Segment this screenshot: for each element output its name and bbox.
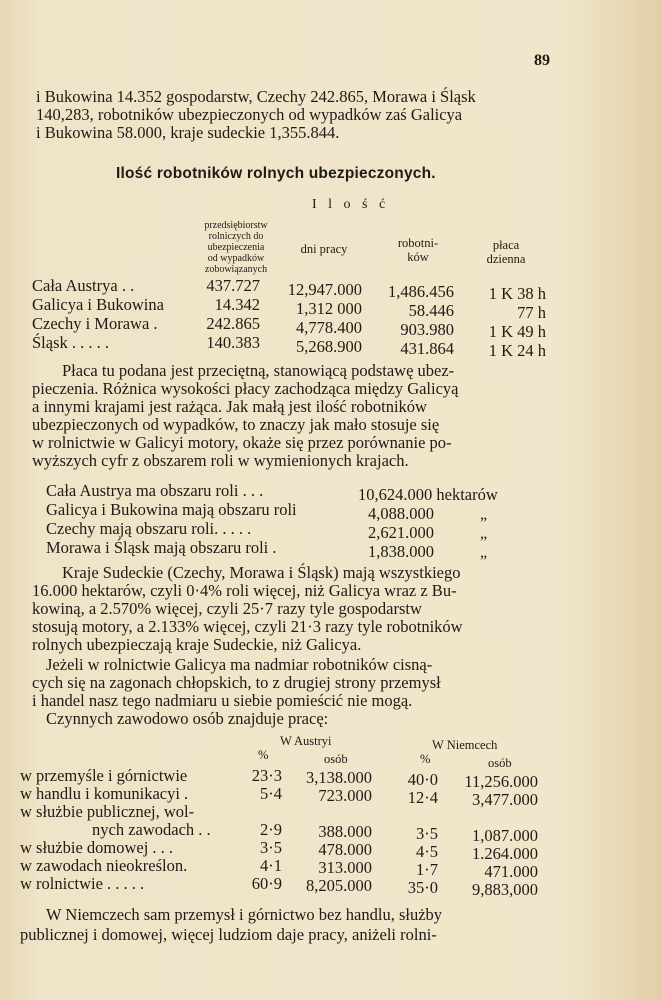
table2-cell: 3·5 <box>260 838 282 857</box>
area-label: Morawa i Śląsk mają obszaru roli . <box>46 538 277 557</box>
table2-cell: 60·9 <box>251 874 282 893</box>
table2-row-label: w służbie publicznej, wol- <box>20 802 195 821</box>
table2-cell: 1·7 <box>416 860 438 879</box>
table2-cell: 5·4 <box>260 784 282 803</box>
paragraph-line: kowiną, a 2.570% więcej, czyli 25·7 razy tyle gospodarstw <box>32 599 422 618</box>
table1-cell: 1 K 24 h <box>488 341 546 360</box>
col-header-robotnikow <box>384 236 452 264</box>
paragraph-line: pieczenia. Różnica wysokości płacy zachodząca między Galicyą <box>32 379 459 398</box>
table2-row-label: w służbie domowej . . . <box>20 838 174 857</box>
col-header-line: robotni- <box>397 236 439 250</box>
table2-cell: 8,205.000 <box>306 876 372 895</box>
table2-row-label: nych zawodach . . <box>92 820 211 839</box>
table2-row-label: w zawodach nieokreślon. <box>20 856 188 875</box>
col-header-line: ków <box>407 250 429 264</box>
paragraph-line: Kraje Sudeckie (Czechy, Morawa i Śląsk) mają wszystkiego <box>62 563 461 582</box>
paragraph-line: 16.000 hektarów, czyli 0·4% roli więcej, niż Galicya wraz z Bu- <box>32 581 457 600</box>
table1-cell: 5,268.900 <box>296 337 362 356</box>
area-label: Cała Austrya ma obszaru roli . . . <box>46 481 264 500</box>
intro-line: 140,283, robotników ubezpieczonych od wypadków zaś Galicya <box>36 105 463 124</box>
table2-cell: 12·4 <box>407 788 438 807</box>
table1-cell: 242.865 <box>206 314 260 333</box>
paragraph-line: i handel nasz tego nadmiaru u siebie pomieścić nie mogą. <box>32 691 413 710</box>
table2-cell: 313.000 <box>318 858 372 877</box>
table1-cell: 12,947.000 <box>287 280 362 299</box>
paragraph-line: Płaca tu podana jest przeciętną, stanowiącą podstawę ubez- <box>62 361 455 380</box>
table2-cell: 1,087.000 <box>472 826 538 845</box>
ditto-mark: „ <box>480 544 488 561</box>
col-header-dni-pracy: dni pracy <box>300 242 348 256</box>
area-value: 2,621.000 <box>368 523 434 542</box>
table1-title: Ilość robotników rolnych ubezpieczonych. <box>116 165 436 182</box>
table1-cell: 1,486.456 <box>388 282 454 301</box>
table2-pct-label: % <box>420 752 431 766</box>
table2-row-label: w rolnictwie . . . . . <box>20 874 145 893</box>
table2-header-austria: W Austryi <box>280 734 332 748</box>
area-value: 4,088.000 <box>368 504 434 523</box>
paragraph-line: Czynnych zawodowo osób znajduje pracę: <box>46 709 329 728</box>
table2-cell: 4·1 <box>260 856 282 875</box>
paragraph-line: rolnych ubezpieczają kraje Sudeckie, niż Galicya. <box>32 635 362 654</box>
area-value: 10,624.000 hektarów <box>358 485 498 504</box>
intro-line: i Bukowina 58.000, kraje sudeckie 1,355.844. <box>36 123 340 142</box>
table2-cell: 478.000 <box>318 840 372 859</box>
table2-cell: 388.000 <box>318 822 372 841</box>
table2-cell: 40·0 <box>407 770 438 789</box>
table2-cell: 35·0 <box>407 878 438 897</box>
table2-cell: 9,883,000 <box>472 880 538 899</box>
table1-row-name: Cała Austrya . . <box>32 276 135 295</box>
paragraph-line: stosują motory, a 2.133% więcej, czyli 21·3 razy tyle robotników <box>32 617 463 636</box>
table1-cell: 903.980 <box>400 320 454 339</box>
table2-row-label: w przemyśle i górnictwie <box>20 766 188 785</box>
paragraph-line: publicznej i domowej, więcej ludziom daje pracy, aniżeli rolni- <box>20 925 437 944</box>
col-header-line: ubezpieczenia <box>207 242 265 253</box>
table2-osob-label: osób <box>324 752 348 766</box>
table2-cell: 3·5 <box>416 824 438 843</box>
col-header-line: zobowiązanych <box>204 264 268 275</box>
paragraph-line: wyższych cyfr z obszarem roli w wymienionych krajach. <box>32 451 409 470</box>
table2-cell: 3,477.000 <box>472 790 538 809</box>
page-number: 89 <box>534 52 550 69</box>
table1-cell: 1 K 38 h <box>488 284 546 303</box>
area-label: Galicya i Bukowina mają obszaru roli <box>46 500 297 519</box>
table2-osob-label: osób <box>488 756 512 770</box>
paragraph-line: cych się na zagonach chłopskich, to z drugiej strony przemysł <box>32 673 441 692</box>
table2-cell: 23·3 <box>251 766 282 785</box>
ditto-mark: „ <box>480 525 488 542</box>
table1-cell: 431.864 <box>400 339 454 358</box>
table2-cell: 3,138.000 <box>306 768 372 787</box>
table2-header-germany: W Niemcech <box>432 738 498 752</box>
table1-cell: 1 K 49 h <box>488 322 546 341</box>
table1-row-name: Czechy i Morawa . <box>32 314 158 333</box>
col-header-placa <box>474 238 538 266</box>
paragraph-line: ubezpieczonych od wypadków, to znaczy jak mało stosuje się <box>32 415 440 434</box>
table1-row-name: Śląsk . . . . . <box>32 333 110 352</box>
table2-cell: 4·5 <box>416 842 438 861</box>
col-header-line: płaca <box>492 238 520 252</box>
col-header-line: rolniczych do <box>208 231 264 242</box>
area-value: 1,838.000 <box>368 542 434 561</box>
paragraph-line: w rolnictwie w Galicyi motory, okaże się przez porównanie po- <box>32 433 452 452</box>
table1-cell: 140.383 <box>206 333 260 352</box>
col-header-line: dzienna <box>486 252 526 266</box>
paragraph-line: a innymi krajami jest rażąca. Jak małą jest ilość robotników <box>32 397 427 416</box>
table1-cell: 77 h <box>517 303 546 322</box>
intro-line: i Bukowina 14.352 gospodarstw, Czechy 242.865, Morawa i Śląsk <box>36 87 476 106</box>
table1-cell: 4,778.400 <box>296 318 362 337</box>
table2-pct-label: % <box>258 748 269 762</box>
area-label: Czechy mają obszaru roli. . . . . <box>46 519 252 538</box>
paragraph-line: Jeżeli w rolnictwie Galicya ma nadmiar robotników cisną- <box>46 655 433 674</box>
table1-cell: 1,312 000 <box>296 299 362 318</box>
ditto-mark: „ <box>480 506 488 523</box>
table2-cell: 723.000 <box>318 786 372 805</box>
col-header-line: przedsiębiorstw <box>204 220 268 231</box>
table2-cell: 471.000 <box>484 862 538 881</box>
col-header-przedsiebiorstw <box>190 220 282 275</box>
table1-row-name: Galicya i Bukowina <box>32 295 164 314</box>
table2-row-label: w handlu i komunikacyi . <box>20 784 189 803</box>
table1-group-header: I l o ś ć <box>312 197 390 212</box>
table1-cell: 437.727 <box>206 276 260 295</box>
paragraph-line: W Niemczech sam przemysł i górnictwo bez handlu, służby <box>46 905 443 924</box>
table2-cell: 2·9 <box>260 820 282 839</box>
table2-cell: 1.264.000 <box>472 844 538 863</box>
table1-cell: 14.342 <box>214 295 260 314</box>
table1-cell: 58.446 <box>408 301 454 320</box>
table2-cell: 11,256.000 <box>464 772 538 791</box>
col-header-line: od wypadków <box>207 253 265 264</box>
